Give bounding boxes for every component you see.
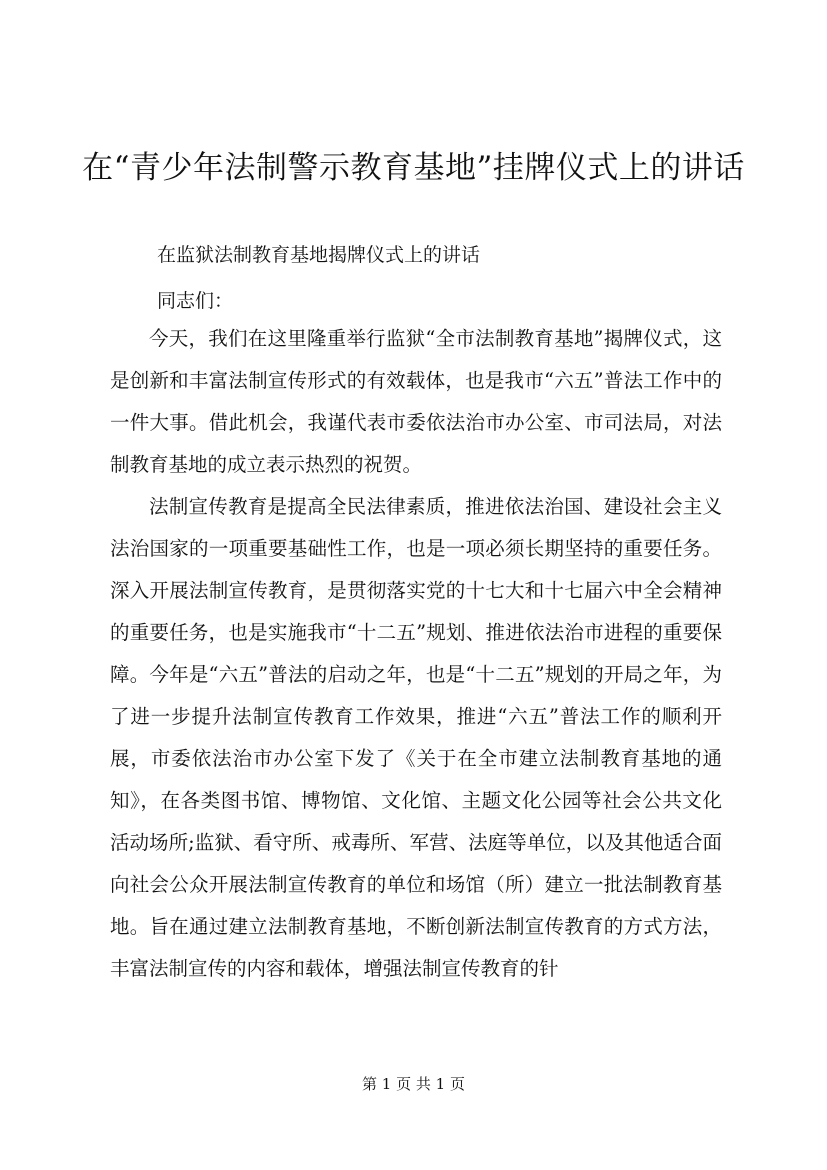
document-subtitle: 在监狱法制教育基地揭牌仪式上的讲话 [157, 244, 481, 266]
paragraph-1: 今天，我们在这里隆重举行监狱“全市法制教育基地”揭牌仪式，这是创新和丰富法制宣传形式的有效载体，也是我市“六五”普法工作中的一件大事。借此机会，我谨代表市委依法治市办公室、市司法局，对法制教育基地的成立表示热烈的祝贺。 [110, 327, 722, 476]
page-number: 第 1 页 共 1 页 [362, 1075, 465, 1093]
paragraph-2: 法制宣传教育是提高全民法律素质，推进依法治国、建设社会主义法治国家的一项重要基础性工作，也是一项必须长期坚持的重要任务。深入开展法制宣传教育，是贯彻落实党的十七大和十七届六中全会精神的重要任务，也是实施我市“十二五”规划、推进依法治市进程的重要保障。今年是“六五”普法的启动之年，也是“十二五”规划的开局之年，为了进一步提升法制宣传教育工作效果，推进“六五”普法工作的顺利开展，市委依法治市办公室下发了《关于在全市建立法制教育基地的通知》，在各类图书馆、博物馆、文化馆、主题文化公园等社会公共文化活动场所;监狱、看守所、戒毒所、军营、法庭等单位，以及其他适合面向社会公众开展法制宣传教育的单位和场馆（所）建立一批法制教育基地。旨在通过建立法制教育基地，不断创新法制宣传教育的方式方法，丰富法制宣传的内容和载体，增强法制宣传教育的针 [110, 495, 722, 980]
document-title: 在“青少年法制警示教育基地”挂牌仪式上的讲话 [82, 150, 745, 186]
greeting: 同志们： [157, 290, 234, 312]
